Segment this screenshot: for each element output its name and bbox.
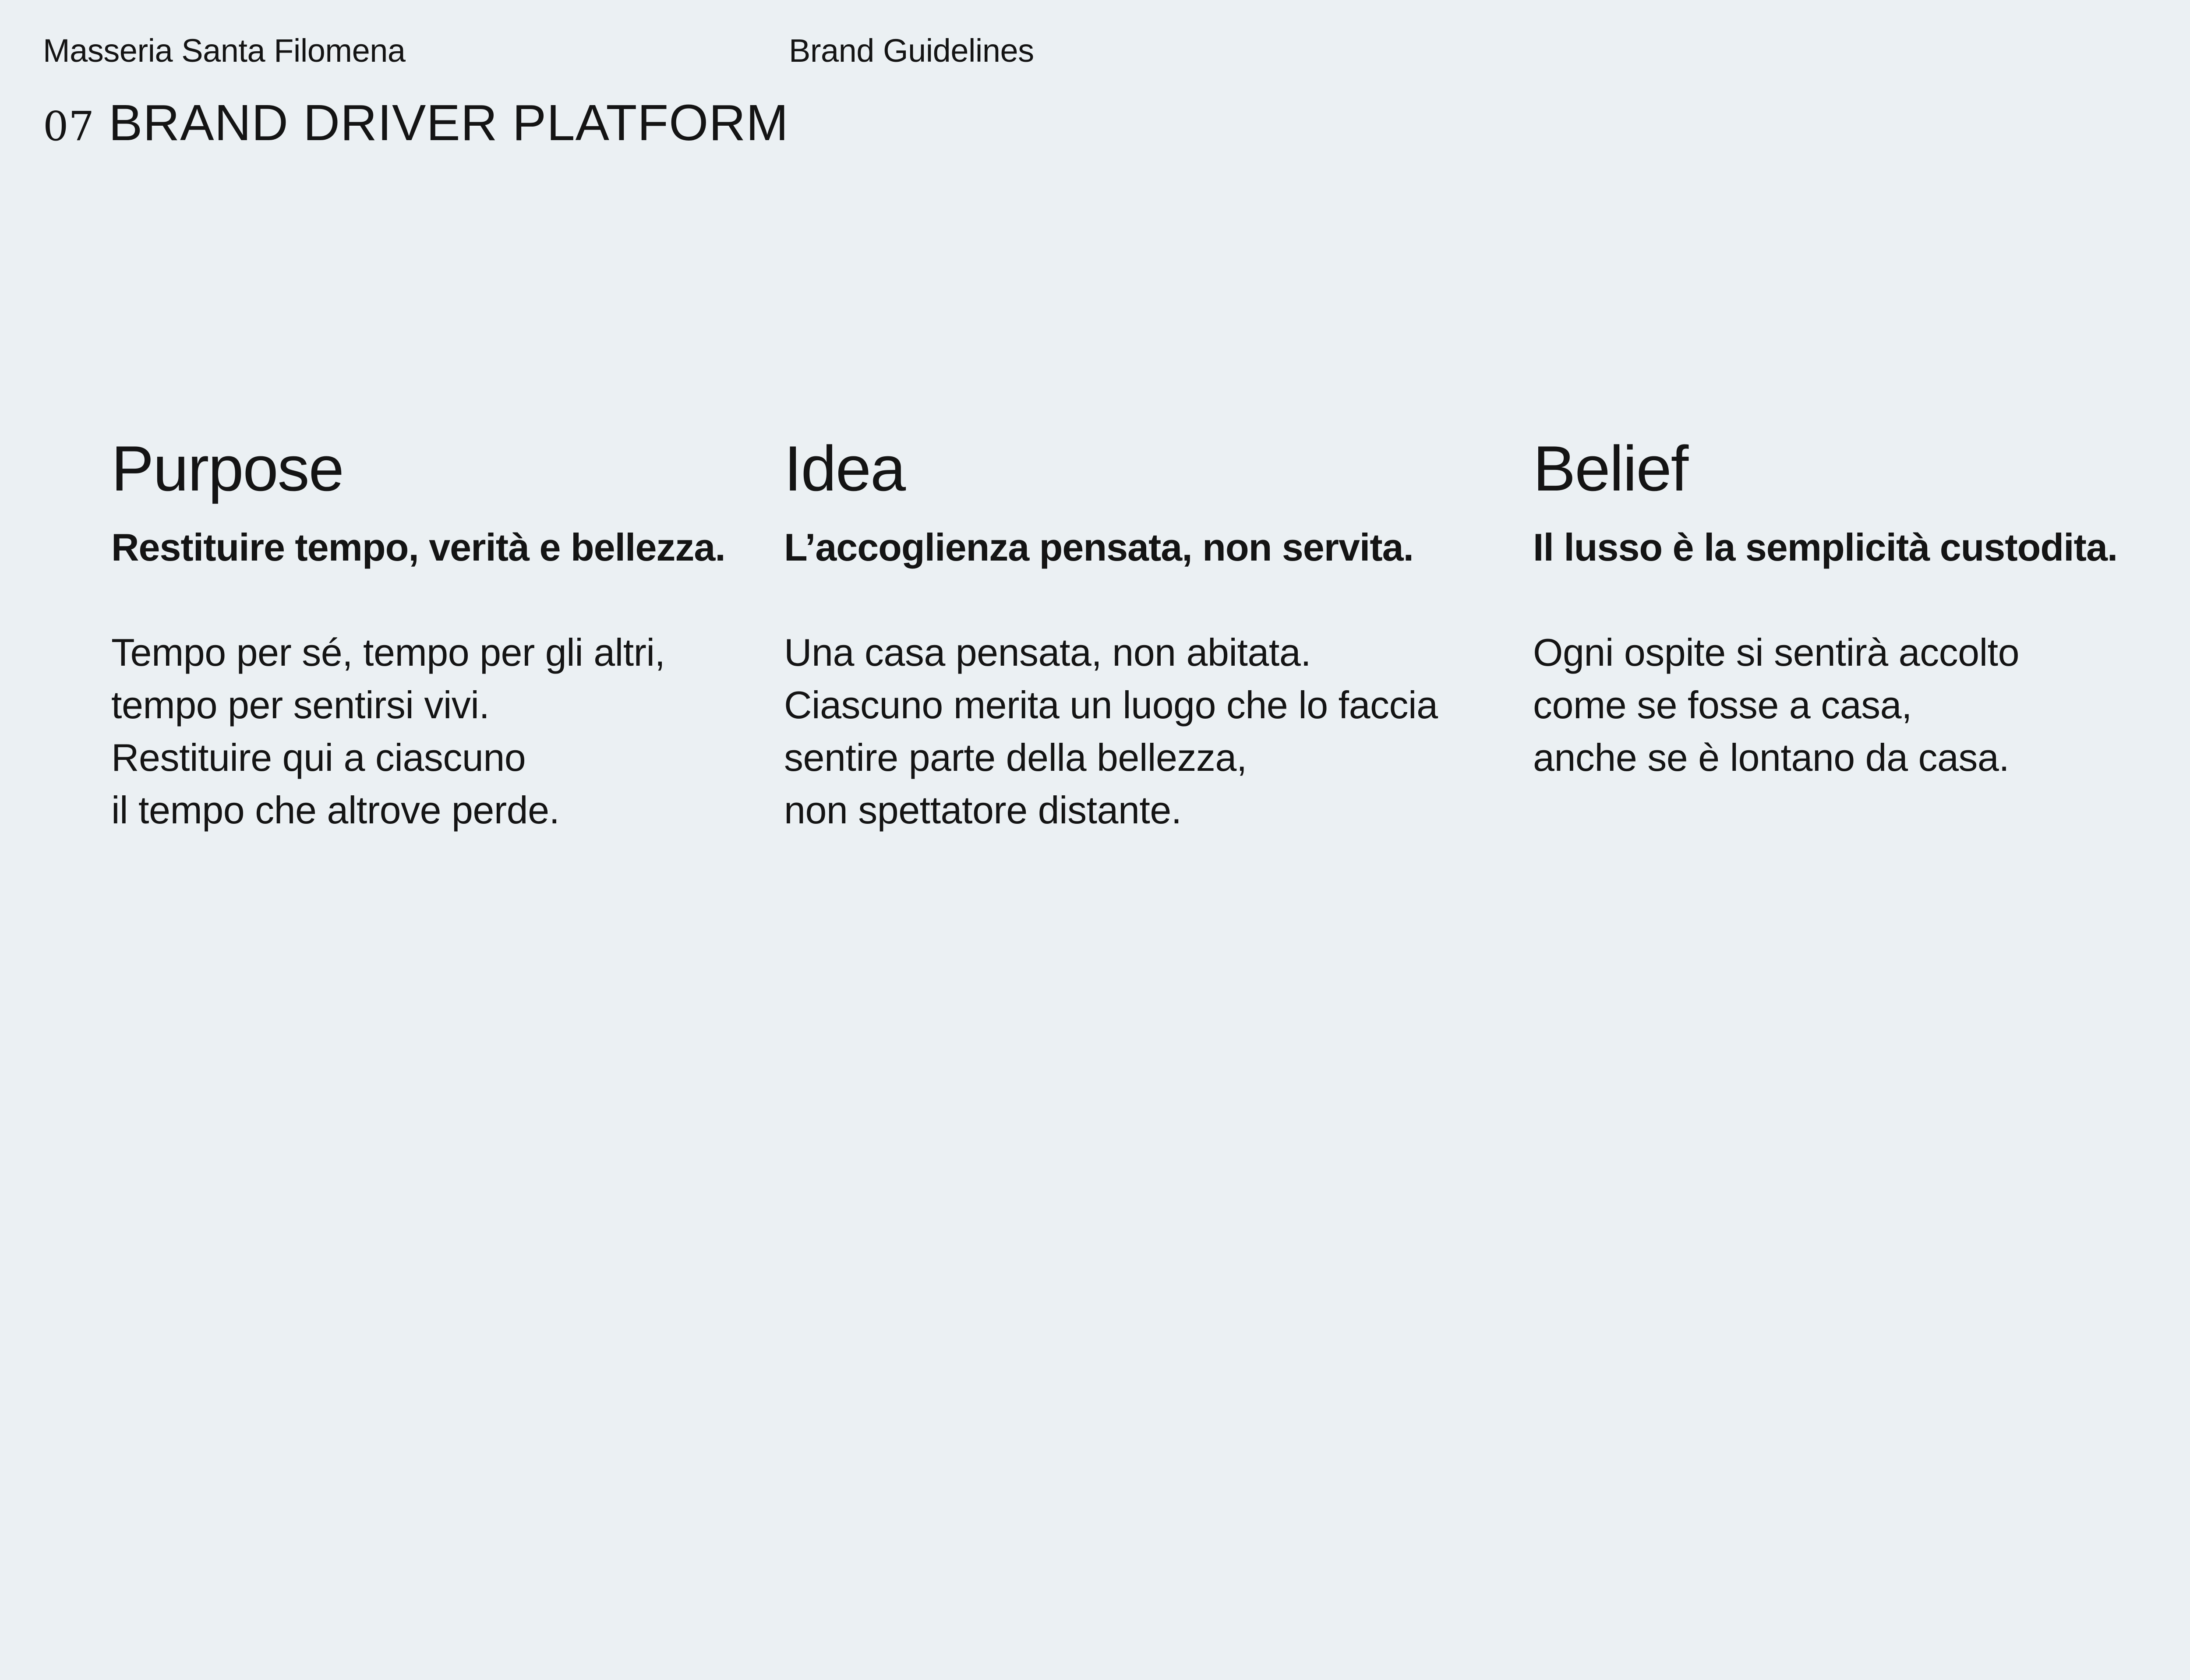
column-heading: Belief (1533, 433, 1688, 504)
body-line: Ciascuno merita un luogo che lo faccia (784, 683, 1438, 727)
body-line: tempo per sentirsi vivi. (111, 683, 490, 727)
body-line: Restituire qui a ciascuno (111, 736, 526, 779)
column-body (784, 626, 1485, 836)
body-line: il tempo che altrove perde. (111, 788, 560, 832)
column-lead: Il lusso è la semplicità custodita. (1533, 526, 2118, 569)
body-line: Una casa pensata, non abitata. (784, 631, 1311, 674)
brand-name: Masseria Santa Filomena (43, 32, 406, 69)
column-body (111, 626, 759, 836)
column-lead: L’accoglienza pensata, non servita. (784, 526, 1414, 569)
column-heading: Purpose (111, 433, 343, 504)
column-heading: Idea (784, 433, 905, 504)
idea-column (784, 425, 1485, 836)
body-line: Ogni ospite si sentirà accolto (1533, 631, 2020, 674)
section-title: BRAND DRIVER PLATFORM (109, 94, 789, 151)
section-number: 07 (43, 103, 95, 150)
body-line: come se fosse a casa, (1533, 683, 1912, 727)
body-line: sentire parte della bellezza, (784, 736, 1247, 779)
purpose-column (111, 425, 759, 836)
body-line: non spettatore distante. (784, 788, 1182, 832)
column-lead: Restituire tempo, verità e bellezza. (111, 526, 725, 569)
body-line: anche se è lontano da casa. (1533, 736, 2010, 779)
body-line: Tempo per sé, tempo per gli altri, (111, 631, 665, 674)
column-body (1533, 626, 2190, 784)
belief-column (1533, 425, 2190, 784)
document-type: Brand Guidelines (789, 32, 1034, 69)
